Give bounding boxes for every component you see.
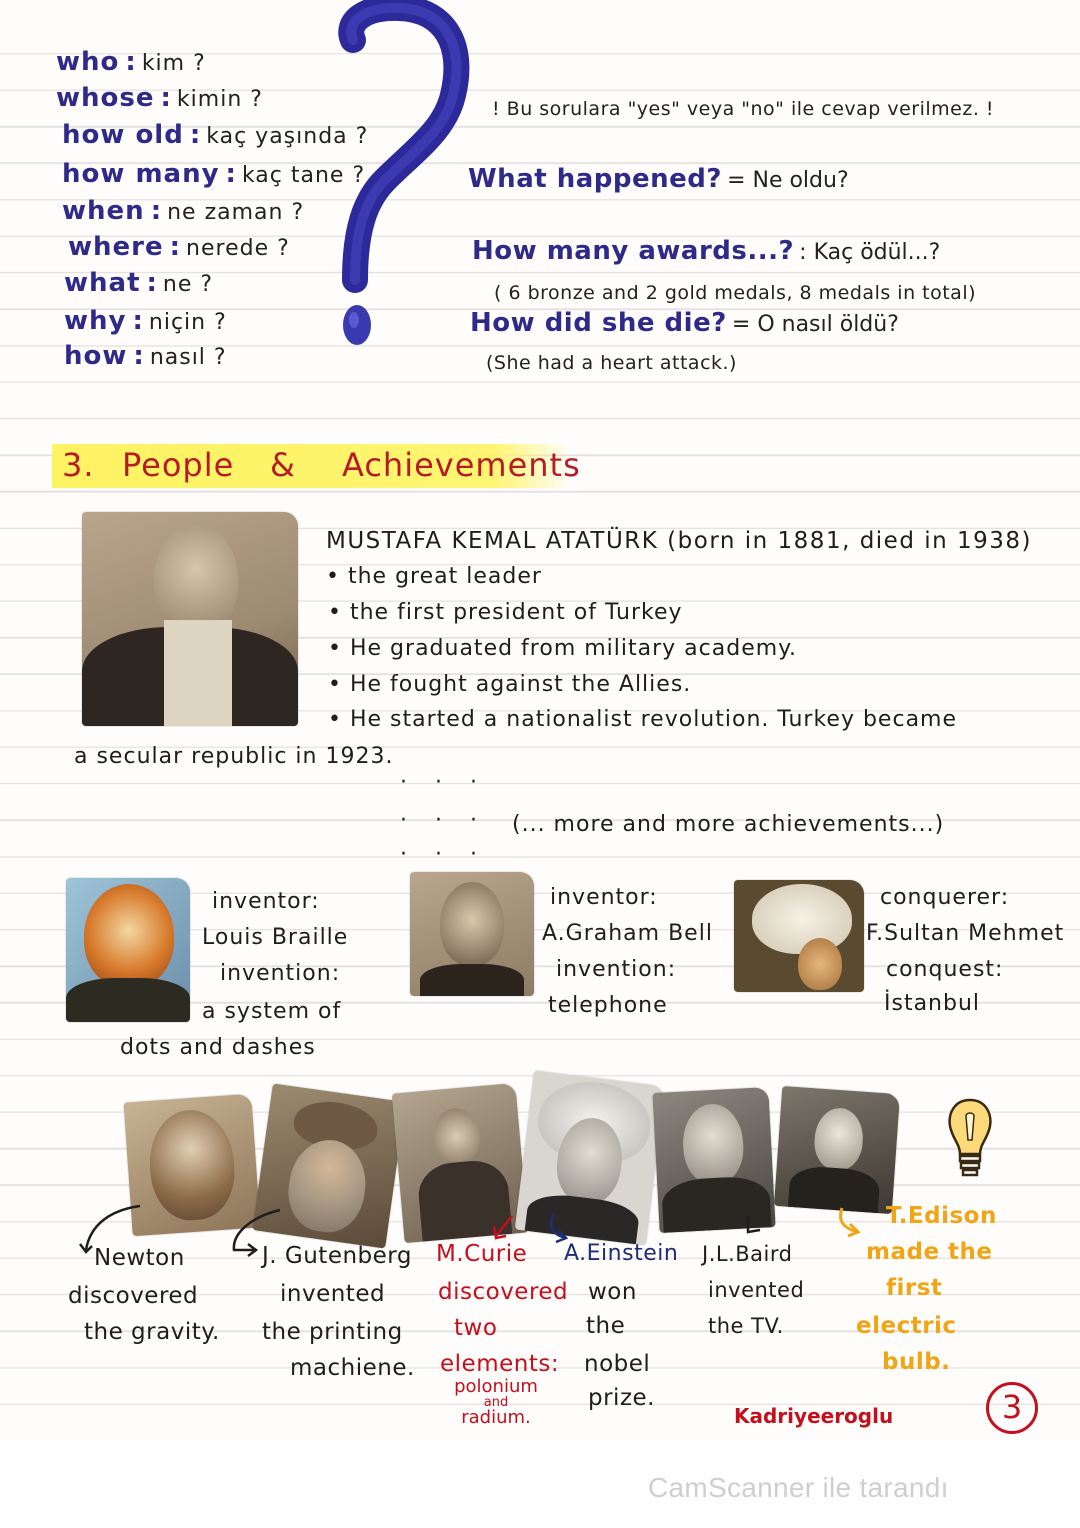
warning-note: ! Bu sorulara "yes" veya "no" ile cevap verilmez. ! [492,98,995,120]
qword-tr: kim ? [141,51,206,76]
qword-why: why : niçin ? [64,306,227,336]
einstein-line: nobel [584,1351,651,1377]
curie-elements: polonium and radium. [454,1376,538,1428]
ellipsis-dots: ··· [400,842,505,867]
ataturk-bullet: • the great leader [326,564,542,589]
curie-name: M.Curie [436,1241,528,1267]
gutenberg-line: machiene. [290,1355,415,1381]
edison-line: first [886,1275,943,1301]
ataturk-bullet: • the first president of Turkey [328,600,683,625]
how-many-awards-en: How many awards...? [472,236,795,266]
gutenberg-line: invented [280,1281,386,1307]
einstein-photo [515,1071,666,1246]
ataturk-bullet: • He graduated from military academy. [328,636,798,661]
how-did-she-die-tr: = O nasıl öldü? [731,312,899,337]
braille-invention-cont: dots and dashes [120,1035,316,1060]
mehmet-conquest: İstanbul [884,991,981,1016]
mehmet-role-label: conquerer: [880,885,1010,910]
edison-line: electric [856,1313,957,1339]
edison-line: bulb. [882,1349,951,1375]
ataturk-photo [82,512,298,726]
qword-en: who [56,47,120,77]
qword-who: who : kim ? [56,47,206,77]
light-bulb-icon [944,1096,996,1182]
page-number-badge: 3 [986,1382,1038,1434]
mehmet-name: F.Sultan Mehmet [866,921,1065,946]
bell-invention-label: invention: [556,957,677,982]
edison-line: made the [866,1239,993,1265]
gutenberg-line: the printing [262,1319,403,1345]
qword-when: when : ne zaman ? [62,196,305,226]
qword-what: what : ne ? [64,268,214,298]
qword-where: where : nerede ? [68,232,290,262]
ellipsis-dots: ··· [400,808,505,833]
qword-how: how : nasıl ? [64,341,227,371]
newton-line: the gravity. [84,1319,220,1345]
baird-line: the TV. [708,1314,784,1338]
curie-line: discovered [438,1279,569,1305]
what-happened-en: What happened? [468,164,722,194]
braille-invention: a system of [202,999,342,1024]
what-happened-tr: = Ne oldu? [727,168,849,193]
how-did-she-die-line [470,308,899,338]
how-many-awards-tr: : Kaç ödül...? [799,240,941,265]
newton-line: discovered [68,1283,199,1309]
bell-invention: telephone [548,993,668,1018]
mehmet-conquest-label: conquest: [886,957,1004,982]
qword-how-many: how many : kaç tane ? [62,159,366,189]
ellipsis-dots: ··· [400,770,505,795]
bell-name: A.Graham Bell [542,921,713,946]
braille-name: Louis Braille [202,925,349,950]
bell-role-label: inventor: [550,885,658,910]
awards-answer: ( 6 bronze and 2 gold medals, 8 medals in total) [494,282,977,304]
einstein-line: prize. [588,1385,655,1411]
ataturk-continuation: a secular republic in 1923. [74,744,394,769]
braille-photo [66,878,190,1022]
gutenberg-name: J. Gutenberg [262,1243,412,1269]
edison-photo [774,1086,900,1214]
question-mark-icon [325,0,485,370]
edison-name: T.Edison [886,1203,997,1229]
how-many-awards-line [472,236,940,266]
ataturk-title: MUSTAFA KEMAL ATATÜRK (born in 1881, died in 1938) [326,528,1033,554]
ataturk-bullet: • He started a nationalist revolution. Turkey became [328,707,958,732]
bell-photo [410,872,534,996]
section-title-highlight [52,444,581,488]
einstein-line: the [586,1313,626,1339]
sultan-mehmet-photo [734,880,864,992]
curie-line: elements: [440,1351,560,1377]
einstein-name: A.Einstein [564,1241,679,1266]
braille-role-label: inventor: [212,889,320,914]
how-did-she-die-en: How did she die? [470,308,727,338]
section-number: 3. [62,446,95,484]
curie-line: two [454,1315,498,1341]
qword-how-old: how old : kaç yaşında ? [62,120,369,150]
einstein-line: won [588,1279,637,1305]
more-achievements: (... more and more achievements...) [512,812,945,837]
section-ampersand: & [270,446,296,484]
what-happened-line [468,164,849,194]
camscanner-watermark: CamScanner ile tarandı [648,1472,949,1503]
section-word-people: People [122,446,235,484]
edison-arrow-icon [834,1206,868,1242]
qword-whose: whose : kimin ? [56,83,263,113]
baird-name: J.L.Baird [702,1242,793,1266]
section-word-achievements: Achievements [342,446,581,484]
baird-photo [652,1087,775,1233]
ataturk-bullet: • He fought against the Allies. [328,672,692,697]
die-answer: (She had a heart attack.) [486,352,737,374]
newton-name: Newton [94,1245,185,1271]
baird-line: invented [708,1278,805,1302]
author-signature: Kadriyeeroglu [734,1404,894,1428]
braille-invention-label: invention: [220,961,341,986]
